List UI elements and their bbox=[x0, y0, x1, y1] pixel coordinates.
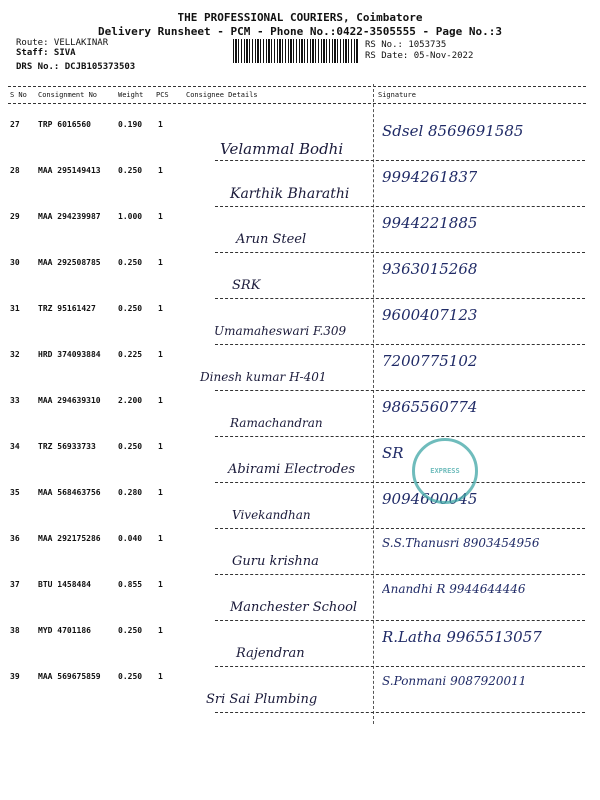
signature-column-divider bbox=[373, 84, 374, 724]
row-divider bbox=[215, 252, 585, 253]
row-pcs: 1 bbox=[158, 534, 163, 543]
row-weight: 0.280 bbox=[118, 488, 143, 497]
row-consignment-no: TRZ 56933733 bbox=[38, 442, 96, 451]
row-consignment-no: MAA 569675859 bbox=[38, 672, 101, 681]
row-sno: 32 bbox=[10, 350, 20, 359]
row-pcs: 1 bbox=[158, 442, 163, 451]
header-divider-bottom bbox=[8, 103, 586, 104]
row-pcs: 1 bbox=[158, 488, 163, 497]
row-sno: 30 bbox=[10, 258, 20, 267]
row-signature-handwritten: S.Ponmani 9087920011 bbox=[382, 674, 527, 688]
row-weight: 0.250 bbox=[118, 166, 143, 175]
row-pcs: 1 bbox=[158, 212, 163, 221]
row-consignee-handwritten: Arun Steel bbox=[236, 232, 307, 247]
row-divider bbox=[215, 482, 585, 483]
row-consignee-handwritten: Vivekandhan bbox=[232, 508, 311, 522]
row-pcs: 1 bbox=[158, 672, 163, 681]
row-sno: 31 bbox=[10, 304, 20, 313]
delivery-stamp: EXPRESS bbox=[412, 438, 478, 504]
row-consignment-no: BTU 1458484 bbox=[38, 580, 91, 589]
row-sno: 39 bbox=[10, 672, 20, 681]
row-weight: 0.250 bbox=[118, 304, 143, 313]
col-signature: Signature bbox=[378, 91, 416, 99]
row-pcs: 1 bbox=[158, 350, 163, 359]
row-consignee-handwritten: Abirami Electrodes bbox=[228, 462, 356, 477]
row-consignment-no: MAA 294639310 bbox=[38, 396, 101, 405]
row-consignee-handwritten: SRK bbox=[232, 278, 261, 293]
row-consignment-no: HRD 374093884 bbox=[38, 350, 101, 359]
row-pcs: 1 bbox=[158, 166, 163, 175]
row-consignment-no: MAA 295149413 bbox=[38, 166, 101, 175]
page-subtitle: Delivery Runsheet - PCM - Phone No.:0422-3505555 - Page No.:3 bbox=[98, 25, 502, 38]
row-sno: 27 bbox=[10, 120, 20, 129]
row-consignee-handwritten: Umamaheswari F.309 bbox=[214, 324, 347, 338]
row-divider bbox=[215, 666, 585, 667]
barcode bbox=[233, 39, 359, 63]
col-sno: S No bbox=[10, 91, 27, 99]
row-divider bbox=[215, 344, 585, 345]
row-signature-handwritten: 9363015268 bbox=[382, 260, 478, 278]
row-consignment-no: TRP 6016560 bbox=[38, 120, 91, 129]
row-signature-handwritten: R.Latha 9965513057 bbox=[382, 628, 542, 646]
row-divider bbox=[215, 574, 585, 575]
row-pcs: 1 bbox=[158, 304, 163, 313]
header-divider-top bbox=[8, 86, 586, 87]
page-title: THE PROFESSIONAL COURIERS, Coimbatore bbox=[177, 11, 423, 24]
row-consignment-no: MAA 568463756 bbox=[38, 488, 101, 497]
row-weight: 0.250 bbox=[118, 258, 143, 267]
row-divider bbox=[215, 436, 585, 437]
row-consignment-no: MAA 292508785 bbox=[38, 258, 101, 267]
row-sno: 28 bbox=[10, 166, 20, 175]
rs-date: RS Date: 05-Nov-2022 bbox=[365, 51, 474, 61]
row-consignee-handwritten: Guru krishna bbox=[232, 554, 319, 569]
row-divider bbox=[215, 712, 585, 713]
row-pcs: 1 bbox=[158, 120, 163, 129]
row-divider bbox=[215, 206, 585, 207]
row-divider bbox=[215, 390, 585, 391]
row-consignee-handwritten: Velammal Bodhi bbox=[220, 140, 344, 158]
row-sno: 38 bbox=[10, 626, 20, 635]
row-divider bbox=[215, 620, 585, 621]
row-weight: 0.040 bbox=[118, 534, 143, 543]
row-signature-handwritten: Sdsel 8569691585 bbox=[382, 122, 524, 140]
row-pcs: 1 bbox=[158, 580, 163, 589]
row-weight: 0.855 bbox=[118, 580, 143, 589]
row-consignee-handwritten: Rajendran bbox=[236, 646, 305, 661]
row-consignee-handwritten: Manchester School bbox=[230, 600, 358, 615]
row-sno: 29 bbox=[10, 212, 20, 221]
row-divider bbox=[215, 528, 585, 529]
row-consignee-handwritten: Sri Sai Plumbing bbox=[206, 692, 318, 707]
row-signature-handwritten: Anandhi R 9944644446 bbox=[382, 582, 526, 596]
row-weight: 0.250 bbox=[118, 672, 143, 681]
row-consignment-no: MAA 292175286 bbox=[38, 534, 101, 543]
row-sno: 35 bbox=[10, 488, 20, 497]
rs-number: RS No.: 1053735 bbox=[365, 40, 447, 50]
row-weight: 2.200 bbox=[118, 396, 143, 405]
row-signature-handwritten: 9094600045 bbox=[382, 490, 478, 508]
row-weight: 0.225 bbox=[118, 350, 143, 359]
row-consignee-handwritten: Karthik Bharathi bbox=[230, 186, 350, 202]
col-consignee: Consignee Details bbox=[186, 91, 258, 99]
row-consignee-handwritten: Dinesh kumar H-401 bbox=[200, 370, 327, 384]
row-weight: 1.000 bbox=[118, 212, 143, 221]
row-consignment-no: MAA 294239987 bbox=[38, 212, 101, 221]
row-sno: 33 bbox=[10, 396, 20, 405]
row-sno: 37 bbox=[10, 580, 20, 589]
row-signature-handwritten: 9865560774 bbox=[382, 398, 478, 416]
row-sno: 36 bbox=[10, 534, 20, 543]
row-sno: 34 bbox=[10, 442, 20, 451]
row-signature-handwritten: 7200775102 bbox=[382, 352, 478, 370]
row-consignment-no: TRZ 95161427 bbox=[38, 304, 96, 313]
row-divider bbox=[215, 160, 585, 161]
row-signature-handwritten: 9994261837 bbox=[382, 168, 478, 186]
row-pcs: 1 bbox=[158, 396, 163, 405]
row-weight: 0.190 bbox=[118, 120, 143, 129]
col-weight: Weight bbox=[118, 91, 144, 99]
row-consignment-no: MYD 4701186 bbox=[38, 626, 91, 635]
row-signature-handwritten: S.S.Thanusri 8903454956 bbox=[382, 536, 540, 550]
col-pcs: PCS bbox=[156, 91, 169, 99]
row-pcs: 1 bbox=[158, 258, 163, 267]
row-weight: 0.250 bbox=[118, 626, 143, 635]
col-consignment: Consignment No bbox=[38, 91, 98, 99]
row-signature-handwritten: 9600407123 bbox=[382, 306, 478, 324]
row-signature-handwritten: 9944221885 bbox=[382, 214, 478, 232]
row-signature-handwritten: SR bbox=[382, 444, 404, 462]
staff-label: Staff: SIVA bbox=[16, 48, 76, 58]
row-consignee-handwritten: Ramachandran bbox=[230, 416, 323, 430]
row-pcs: 1 bbox=[158, 626, 163, 635]
drs-number: DRS No.: DCJB105373503 bbox=[16, 62, 136, 72]
row-divider bbox=[215, 298, 585, 299]
route-label: Route: VELLAKINAR bbox=[16, 38, 109, 48]
row-weight: 0.250 bbox=[118, 442, 143, 451]
